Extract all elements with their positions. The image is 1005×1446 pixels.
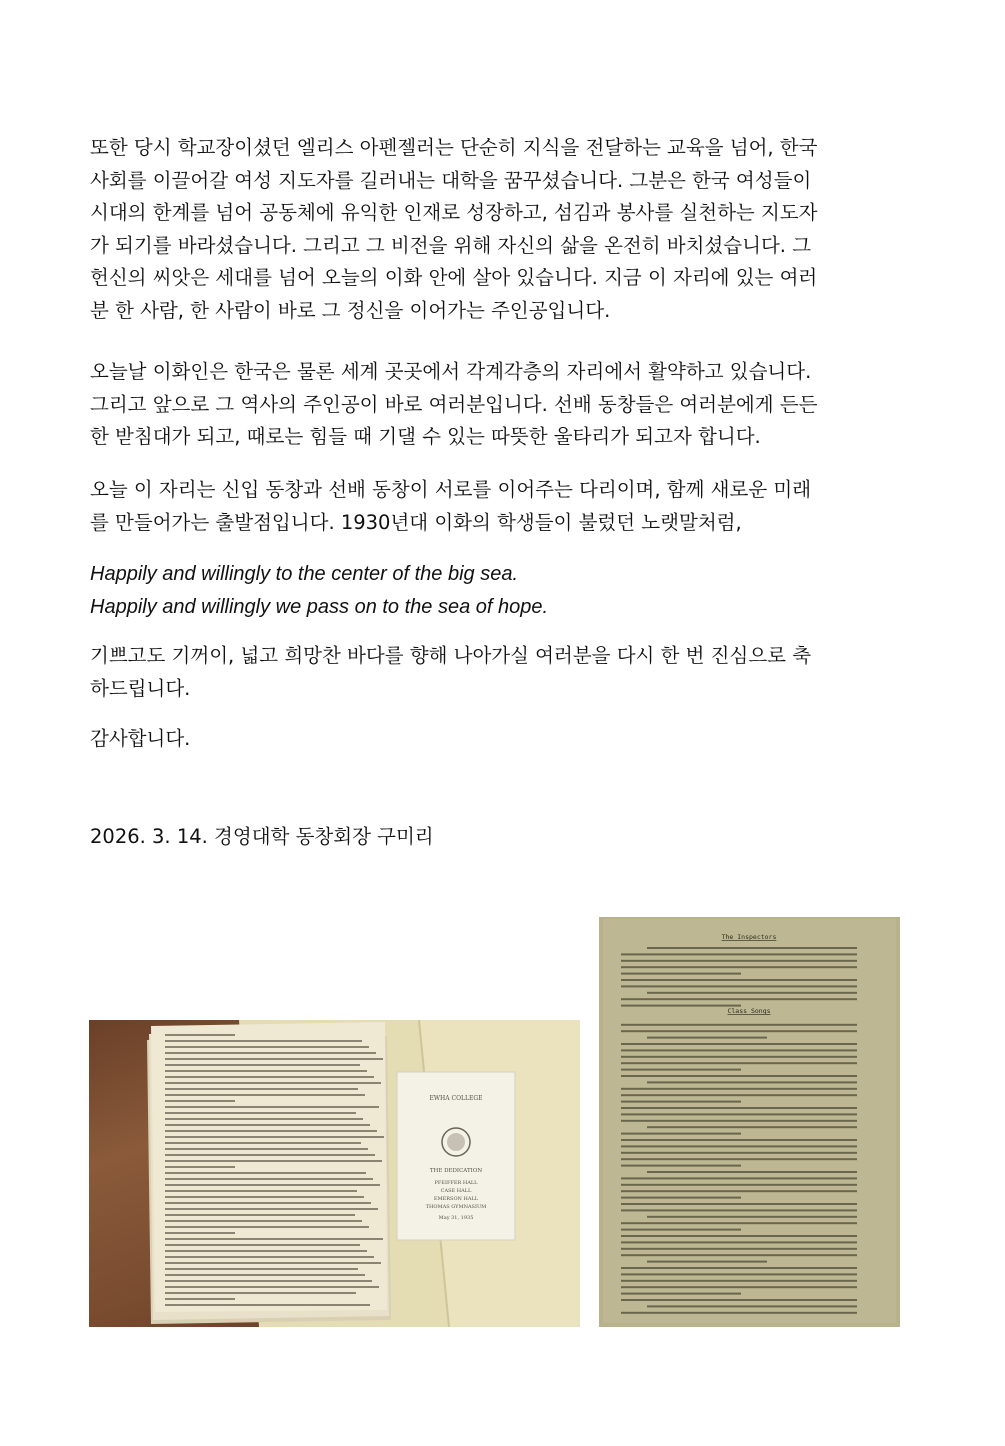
text-line: 또한 당시 학교장이셨던 엘리스 아펜젤러는 단순히 지식을 전달하는 교육을 넘어, 한국 — [90, 136, 818, 159]
closing-text — [90, 723, 905, 756]
archive-documents-photo — [89, 1020, 580, 1327]
typed-page-photo — [599, 917, 900, 1327]
text-line: 사회를 이끌어갈 여성 지도자를 길러내는 대학을 꿈꾸셨습니다. 그분은 한국 여성들이 — [90, 168, 812, 192]
signature-line: 2026. 3. 14. 경영대학 동창회장 구미리 — [90, 825, 434, 848]
booklet-title: EWHA COLLEGE — [429, 1095, 483, 1102]
booklet-line: THOMAS GYMNASIUM — [425, 1204, 487, 1210]
archive-documents-illustration — [89, 1020, 580, 1327]
booklet-line: May 31, 1935 — [438, 1215, 474, 1221]
text-line: 오늘날 이화인은 한국은 물론 세계 곳곳에서 각계각층의 자리에서 활약하고 있습니다. — [90, 360, 812, 383]
paragraph-4 — [90, 640, 905, 705]
paragraph-3 — [90, 474, 905, 539]
typed-page-illustration — [599, 917, 900, 1327]
text-line: 분 한 사람, 한 사람이 바로 그 정신을 이어가는 주인공입니다. — [90, 298, 611, 322]
page-heading: The Inspectors — [721, 933, 777, 941]
text-line: 감사합니다. — [90, 727, 191, 750]
text-line: 시대의 한계를 넘어 공동체에 유익한 인재로 성장하고, 섬김과 봉사를 실천하는 지도자 — [90, 201, 818, 224]
paragraph-1 — [90, 132, 905, 327]
text-line: 헌신의 씨앗은 세대를 넘어 오늘의 이화 안에 살아 있습니다. 지금 이 자리에 있는 여러 — [90, 266, 818, 289]
text-line: 가 되기를 바라셨습니다. 그리고 그 비전을 위해 자신의 삶을 온전히 바치셨습니다. 그 — [90, 233, 812, 257]
signature — [90, 821, 905, 854]
booklet-line: THE DEDICATION — [429, 1168, 483, 1174]
signature-text — [90, 821, 905, 854]
text-line: 오늘 이 자리는 신입 동창과 선배 동창이 서로를 이어주는 다리이며, 함께 새로운 미래 — [90, 478, 812, 501]
paragraph-3-text — [90, 474, 905, 539]
text-line: 그리고 앞으로 그 역사의 주인공이 바로 여러분입니다. 선배 동창들은 여러분에게 든든 — [90, 392, 818, 416]
page-section: Class Songs — [727, 1007, 771, 1015]
paragraph-2-text — [90, 356, 905, 454]
quote-line: Happily and willingly we pass on to the sea of hope. — [90, 595, 549, 618]
paragraph-1-text — [90, 132, 905, 327]
booklet-line: EMERSON HALL — [433, 1196, 479, 1202]
song-quote — [90, 558, 905, 623]
text-line: 를 만들어가는 출발점입니다. 1930년대 이화의 학생들이 불렀던 노랫말처럼, — [90, 510, 742, 534]
quote-line: Happily and willingly to the center of the big sea. — [90, 563, 519, 585]
text-line: 하드립니다. — [90, 676, 191, 700]
paragraph-4-text — [90, 640, 905, 705]
text-line: 기쁘고도 기꺼이, 넓고 희망찬 바다를 향해 나아가실 여러분을 다시 한 번 진심으로 축 — [90, 644, 812, 667]
text-line: 한 받침대가 되고, 때로는 힘들 때 기댈 수 있는 따뜻한 울타리가 되고자 합니다. — [90, 425, 761, 448]
song-quote-text — [90, 558, 905, 623]
closing — [90, 723, 905, 756]
booklet-line: PFEIFFER HALL — [434, 1180, 478, 1186]
booklet-line: CASE HALL — [440, 1188, 472, 1194]
paragraph-2 — [90, 356, 905, 454]
